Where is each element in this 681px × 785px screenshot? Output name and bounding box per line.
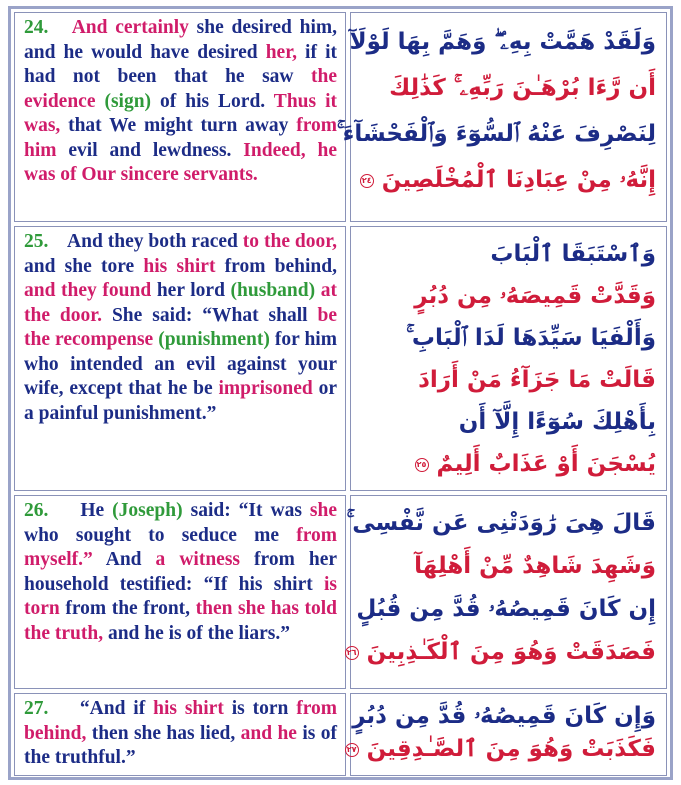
english-cell	[14, 226, 346, 491]
english-text-segment: for him who intended an evil against your wife, except that he be	[24, 329, 337, 399]
english-text-segment: and he is of the liars.”	[103, 622, 290, 644]
verse-end-marker-icon: ٢٦	[345, 646, 359, 660]
arabic-cell	[346, 495, 667, 689]
arabic-text: فَكَذَبَتْ وَهُوَ مِنَ ٱلصَّـٰدِقِينَ	[366, 736, 656, 762]
english-text-segment: that We might turn away	[60, 115, 289, 136]
english-text-segment: and she tore	[24, 255, 135, 277]
english-text-segment: and they found	[24, 280, 152, 301]
verse-26-arabic	[346, 502, 656, 674]
english-text-segment: (husband)	[224, 280, 316, 301]
arabic-text: وَإِن كَانَ قَمِيصُهُۥ قُدَّ مِن دُبُرٍ	[352, 703, 656, 729]
english-text-segment: evil and lewdness.	[56, 139, 232, 161]
arabic-text: وَقَدَّتْ قَمِيصَهُۥ مِن دُبُرٍ	[414, 283, 656, 309]
english-text-segment: (Joseph)	[104, 500, 183, 521]
english-text-segment: (punishment)	[153, 329, 270, 350]
english-text-segment: of his Lord.	[151, 90, 266, 112]
english-text-segment: from behind,	[24, 698, 338, 744]
english-text-segment: who sought to seduce me	[24, 524, 280, 546]
arabic-text: قَالَتْ مَا جَزَآءُ مَنْ أَرَادَ	[418, 367, 656, 393]
verse-number: 26.	[24, 500, 49, 521]
english-text-segment: and he	[235, 722, 297, 744]
arabic-line	[352, 700, 656, 733]
arabic-text: بِأَهْلِكَ سُوٓءًا إِلَّآ أَن	[458, 409, 656, 435]
english-text-segment: and he would have desired	[24, 41, 258, 63]
arabic-line	[361, 545, 656, 588]
verse-24-arabic	[336, 19, 656, 203]
english-cell	[14, 495, 346, 689]
english-cell	[14, 12, 346, 222]
verse-row-26	[14, 495, 667, 689]
verse-row-24	[14, 12, 667, 222]
verse-number: 27.	[24, 698, 49, 719]
arabic-text: قَالَ هِىَ رَٰوَدَتْنِى عَن نَّفْسِى ۚ	[346, 510, 656, 536]
arabic-cell	[336, 12, 667, 222]
arabic-line	[361, 317, 656, 359]
english-text-segment: is torn	[223, 698, 289, 719]
english-text-segment: if it had not been that he saw	[24, 41, 337, 87]
arabic-text: إِنَّهُۥ مِنْ عِبَادِنَا ٱلْمُخْلَصِينَ	[381, 167, 656, 193]
arabic-line	[361, 157, 656, 203]
english-text-segment: imprisoned	[212, 378, 313, 399]
verse-table	[8, 6, 673, 780]
english-text-segment: or a painful punishment.”	[24, 378, 337, 424]
english-text-segment: is	[296, 722, 316, 744]
arabic-line	[349, 19, 656, 65]
verse-24-english	[24, 16, 337, 188]
verse-end-marker-icon: ٢٤	[360, 174, 374, 188]
arabic-text: لِنَصْرِفَ عَنْهُ ٱلسُّوٓءَ وَٱلْفَحْشَآءَ ۚ	[336, 121, 656, 147]
english-text-segment: then she has told the truth,	[24, 598, 337, 644]
verse-row-27	[14, 693, 667, 776]
english-text-segment: She said: “What shall	[102, 304, 308, 326]
arabic-text: وَشَهِدَ شَاهِدٌ مِّنْ أَهْلِهَآ	[414, 553, 656, 579]
arabic-text: وَلَقَدْ هَمَّتْ بِهِۦ ۖ وَهَمَّ بِهَا لَوْلَآ	[349, 29, 656, 55]
english-text-segment: is torn	[24, 573, 337, 619]
arabic-line	[361, 401, 656, 443]
arabic-text: إِن كَانَ قَمِيصُهُۥ قُدَّ مِن قُبُلٍ	[356, 596, 656, 622]
english-text-segment: said: “It was	[182, 500, 302, 521]
english-text-segment: his shirt	[145, 698, 224, 719]
arabic-text: يُسْجَنَ أَوْ عَذَابٌ أَلِيمٌ	[436, 451, 656, 477]
english-text-segment: her lord	[151, 280, 225, 301]
english-text-segment: Thus it was,	[24, 90, 337, 136]
english-text-segment: from myself.”	[24, 524, 337, 570]
english-text-segment: from behind,	[215, 255, 337, 277]
english-text-segment: a witness	[141, 549, 240, 570]
arabic-cell	[350, 226, 667, 491]
arabic-line	[361, 233, 656, 275]
verse-row-25	[14, 226, 667, 491]
verse-25-arabic	[361, 233, 656, 485]
english-text-segment: from him	[24, 115, 337, 161]
arabic-line	[356, 588, 656, 631]
english-text-segment: to the door,	[237, 231, 338, 252]
english-text-segment: his shirt	[134, 255, 216, 277]
english-text-segment: the evidence	[24, 66, 337, 112]
english-text-segment: “And if	[72, 698, 146, 719]
arabic-line	[361, 275, 656, 317]
english-text-segment: He	[72, 500, 105, 521]
english-text-segment: (sign)	[95, 90, 152, 112]
english-text-segment: from the front,	[59, 598, 191, 619]
english-text-segment: then she has lied,	[86, 722, 236, 744]
arabic-line	[346, 631, 656, 674]
english-text-segment: And	[92, 549, 142, 570]
english-text-segment: her,	[257, 41, 297, 63]
arabic-text: وَأَلْفَيَا سَيِّدَهَا لَدَا ٱلْبَابِ ۚ	[406, 325, 656, 351]
verse-27-english	[24, 697, 337, 771]
english-text-segment: Indeed, he was	[24, 139, 338, 185]
english-text-segment: she desired him,	[188, 17, 337, 38]
arabic-text: أَن رَّءَا بُرْهَـٰنَ رَبِّهِۦ ۚ كَذَٰلِكَ	[389, 75, 656, 101]
english-text-segment: of the truthful.”	[24, 722, 337, 768]
verse-end-marker-icon: ٢٥	[415, 458, 429, 472]
english-text-segment: And certainly	[71, 17, 189, 38]
verse-number: 25.	[24, 231, 49, 252]
arabic-line	[346, 733, 656, 766]
english-text-segment: at the door.	[24, 280, 337, 326]
arabic-line	[346, 502, 656, 545]
verse-number: 24.	[24, 17, 49, 38]
verse-27-arabic	[346, 700, 656, 766]
arabic-line	[336, 111, 656, 157]
arabic-line	[361, 443, 656, 485]
english-text-segment: And they both raced	[63, 231, 238, 252]
verse-25-english	[24, 230, 337, 426]
verse-26-english	[24, 499, 337, 646]
english-text-segment: she	[301, 500, 338, 521]
english-text-segment: of Our sincere servants.	[55, 164, 258, 185]
arabic-text: وَٱسْتَبَقَا ٱلْبَابَ	[490, 241, 656, 267]
arabic-text: فَصَدَقَتْ وَهُوَ مِنَ ٱلْكَـٰذِبِينَ	[366, 639, 656, 665]
arabic-line	[361, 65, 656, 111]
arabic-cell	[346, 693, 667, 776]
english-text-segment: from her household testified: “If his shirt	[24, 549, 338, 595]
arabic-line	[361, 359, 656, 401]
verse-end-marker-icon: ٢٧	[345, 743, 359, 757]
english-cell	[14, 693, 346, 776]
english-text-segment: be the recompense	[24, 304, 337, 350]
